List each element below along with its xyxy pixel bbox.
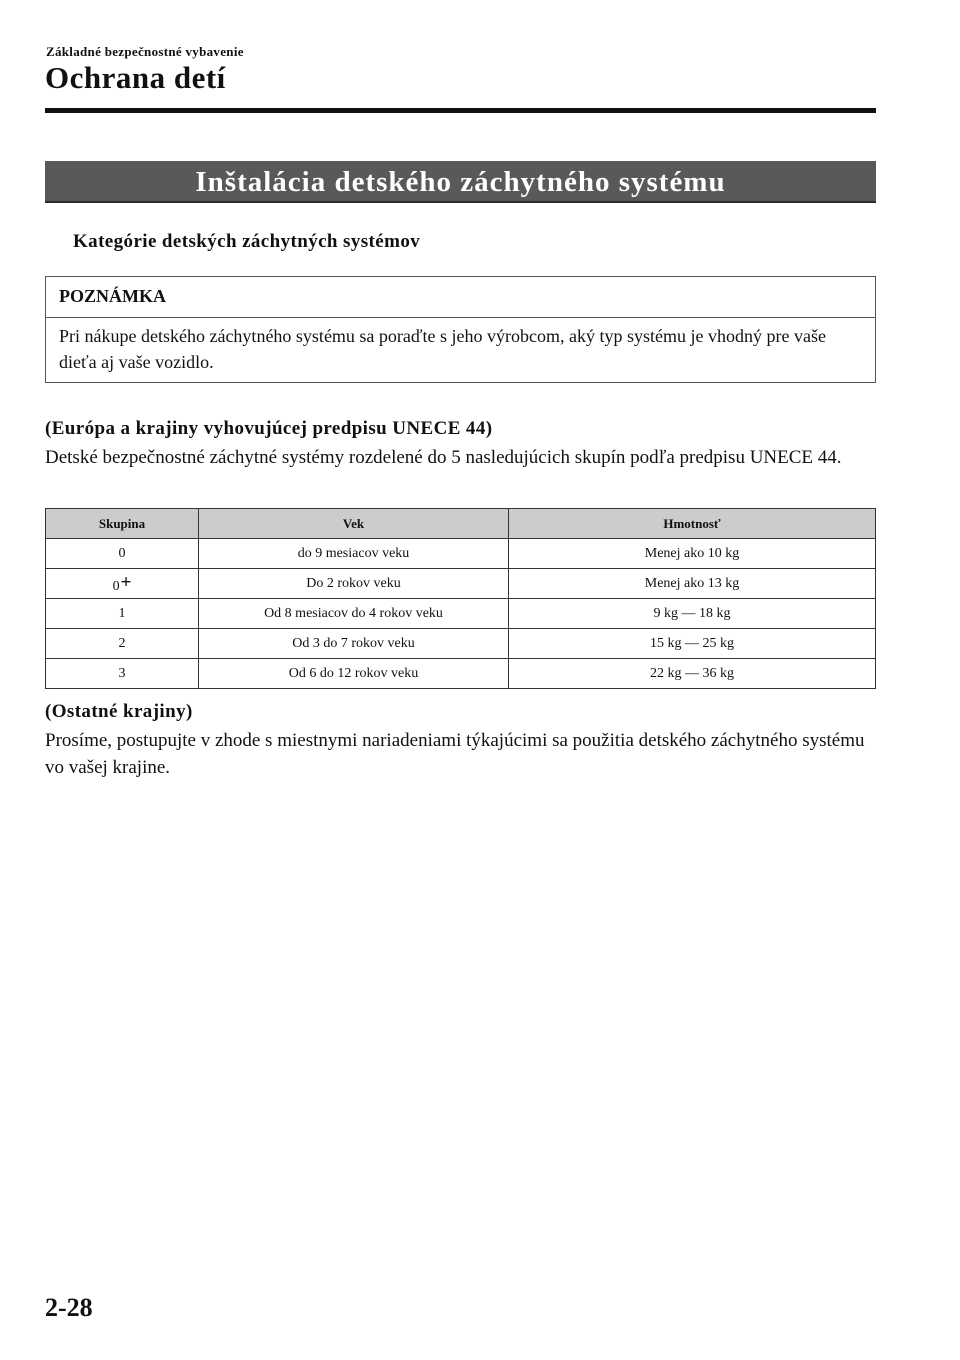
- section-title: Ochrana detí: [45, 60, 226, 95]
- cell-group: 0: [46, 539, 199, 569]
- subheading: Kategórie detských záchytných systémov: [73, 231, 421, 252]
- cell-age: Od 3 do 7 rokov veku: [199, 629, 509, 659]
- cell-weight: Menej ako 10 kg: [509, 539, 876, 569]
- cell-group: 2: [46, 629, 199, 659]
- cell-group: 1: [46, 599, 199, 629]
- table-row: [46, 659, 876, 689]
- group-table: [45, 508, 876, 689]
- note-divider: [46, 317, 875, 318]
- table-row: [46, 629, 876, 659]
- europe-paragraph: Detské bezpečnostné záchytné systémy rozdelené do 5 nasledujúcich skupín podľa predpisu UNECE 44.: [45, 447, 842, 468]
- other-paragraph: Prosíme, postupujte v zhode s miestnymi nariadeniami týkajúcimi sa použitia detského záchytného systému vo vašej krajine.: [45, 730, 865, 778]
- page-number: 2-28: [45, 1293, 93, 1322]
- breadcrumb: Základné bezpečnostné vybavenie: [46, 44, 244, 59]
- title-rule: [45, 108, 876, 113]
- cell-weight: Menej ako 13 kg: [509, 569, 876, 599]
- cell-group: 3: [46, 659, 199, 689]
- note-text: Pri nákupe detského záchytného systému sa poraďte s jeho výrobcom, aký typ systému je vhodný pre vaše dieťa aj vaše vozidlo.: [59, 326, 826, 372]
- header-age: Vek: [199, 509, 509, 539]
- cell-weight: 15 kg — 25 kg: [509, 629, 876, 659]
- cell-group: [46, 569, 199, 599]
- cell-weight: 22 kg — 36 kg: [509, 659, 876, 689]
- header-group: Skupina: [46, 509, 199, 539]
- header-weight: Hmotnosť: [509, 509, 876, 539]
- cell-group-value: 0: [112, 579, 120, 594]
- cell-weight: 9 kg — 18 kg: [509, 599, 876, 629]
- plus-icon: +: [120, 572, 132, 593]
- table-row: [46, 539, 876, 569]
- europe-heading: (Európa a krajiny vyhovujúcej predpisu UNECE 44): [45, 418, 493, 439]
- cell-age: Od 8 mesiacov do 4 rokov veku: [199, 599, 509, 629]
- table-row: [46, 599, 876, 629]
- table-row: [46, 569, 876, 599]
- cell-age: Od 6 do 12 rokov veku: [199, 659, 509, 689]
- note-box: [45, 276, 876, 383]
- table-header-row: [46, 509, 876, 539]
- other-heading: (Ostatné krajiny): [45, 701, 193, 722]
- note-title: POZNÁMKA: [59, 286, 166, 306]
- topic-banner: Inštalácia detského záchytného systému: [45, 161, 876, 203]
- cell-age: Do 2 rokov veku: [199, 569, 509, 599]
- cell-age: do 9 mesiacov veku: [199, 539, 509, 569]
